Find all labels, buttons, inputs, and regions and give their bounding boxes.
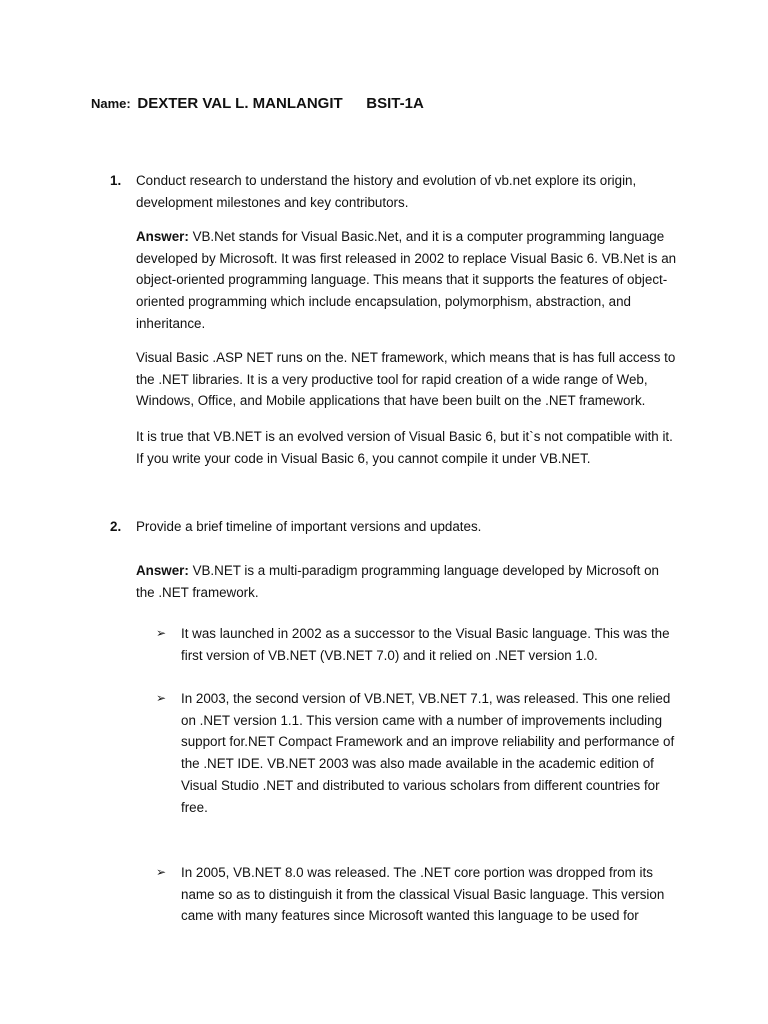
answer-label: Answer: (136, 563, 189, 578)
question-2 (110, 516, 670, 538)
paragraph: It is true that VB.NET is an evolved version of Visual Basic 6, but it`s not compatible with it. If you write your code in Visual Basic 6, you cannot compile it under VB.NET. (136, 429, 673, 466)
student-name: DEXTER VAL L. MANLANGIT (137, 95, 343, 112)
question-text: Provide a brief timeline of important versions and updates. (136, 519, 482, 534)
list-item (156, 862, 680, 927)
student-section: BSIT-1A (366, 95, 424, 112)
bullet-text: In 2003, the second version of VB.NET, VB.NET 7.1, was released. This one relied on .NET version 1.1. This version came with a number of improvements including support for.NET Compact Framework and an improve reliability and performance of the .NET IDE. VB.NET 2003 was also made available in the academic edition of Visual Studio .NET and distributed to various scholars from different countries for free. (181, 691, 675, 815)
answer-2 (136, 560, 680, 603)
answer-label: Answer: (136, 229, 189, 244)
arrowhead-bullet-icon: ➢ (156, 691, 167, 705)
bullet-text: In 2005, VB.NET 8.0 was released. The .NET core portion was dropped from its name so as to distinguish it from the classical Visual Basic language. This version came with many features since Microsoft wanted this language to be used for (181, 865, 665, 924)
question-1 (110, 170, 670, 213)
answer-1-paragraph-3 (136, 426, 680, 469)
answer-1-paragraph-2 (136, 347, 680, 412)
answer-text: VB.Net stands for Visual Basic.Net, and it is a computer programming language developed by Microsoft. It was first released in 2002 to replace Visual Basic 6. VB.Net is an object-oriented programming language. This means that it supports the features of object-oriented programming which include encapsulation, polymorphism, abstraction, and inheritance. (136, 229, 677, 331)
bullet-text: It was launched in 2002 as a successor to the Visual Basic language. This was the first version of VB.NET (VB.NET 7.0) and it relied on .NET version 1.0. (181, 626, 670, 663)
question-number: 1. (110, 173, 122, 188)
list-item (156, 623, 680, 666)
question-text: Conduct research to understand the history and evolution of vb.net explore its origin, development milestones and key contributors. (136, 173, 637, 210)
list-item (156, 688, 680, 818)
question-number: 2. (110, 519, 122, 534)
name-header (91, 94, 424, 114)
paragraph: Visual Basic .ASP NET runs on the. NET framework, which means that is has full access to the .NET libraries. It is a very productive tool for rapid creation of a wide range of Web, Windows, Office, and Mobile applications that have been built on the .NET framework. (136, 350, 676, 409)
answer-text: VB.NET is a multi-paradigm programming language developed by Microsoft on the .NET framework. (136, 563, 659, 600)
name-label: Name: (91, 96, 131, 111)
arrowhead-bullet-icon: ➢ (156, 626, 167, 640)
arrowhead-bullet-icon: ➢ (156, 865, 167, 879)
answer-1 (136, 226, 680, 335)
